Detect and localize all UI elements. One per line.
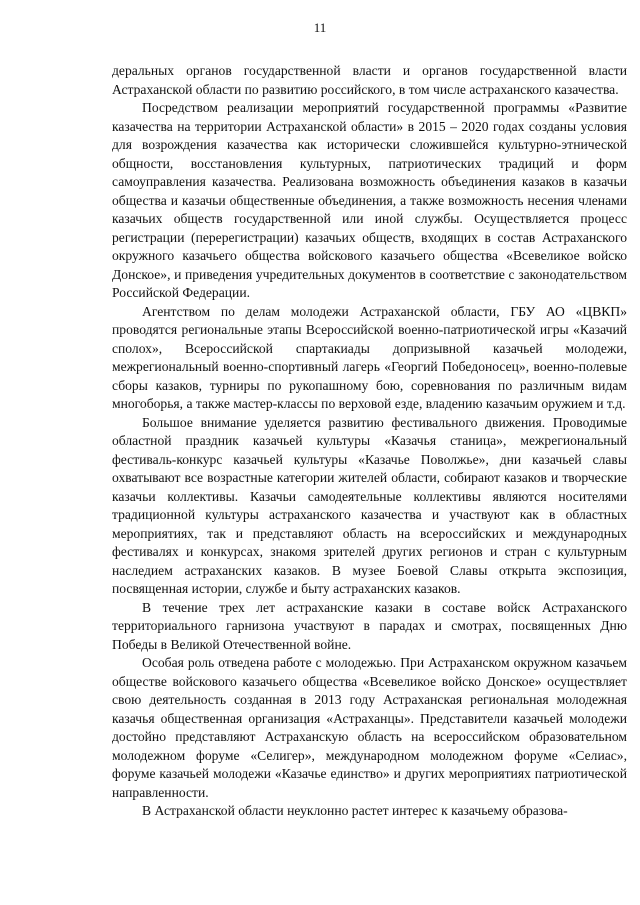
paragraph-program-results: Посредством реализации мероприятий государственной программы «Развитие казачества на территории Астраханской области» в 2015 – 2020 годах созданы условия для возрождения казачества как исторически сложившейся культурно-этнической общности, восстановления культурных, патриотических традиций и форм самоуправления казачества. Реализована возможность объединения казаков в казачьи общества и казачьи общественные объединения, а также возможность несения членами казачьих обществ государственной или иной службы. Осуществляется процесс регистрации (перерегистрации) казачьих обществ, входящих в состав Астраханского окружного казачьего общества войскового казачьего общества «Всевеликое войско Донское», и приведения учредительных документов в соответствие с законодательством Российской Федерации. [112, 100, 627, 300]
paragraph-youth-agency-events: Агентством по делам молодежи Астраханской области, ГБУ АО «ЦВКП» проводятся региональные этапы Всероссийской военно-патриотической игры «Казачий сполох», Всероссийской спартакиады допризывной казачьей молодежи, межрегиональный военно-спортивный лагерь «Георгий Победоносец», военно-полевые сборы казаков, турниры по рукопашному бою, соревнования по различным видам многоборья, а также мастер-классы по верховой езде, владению казачьим оружием и т.д. [112, 303, 627, 411]
document-body [112, 62, 627, 821]
paragraph-education-interest: В Астраханской области неуклонно растет интерес к казачьему образова- [142, 803, 568, 818]
paragraph-youth-work: Особая роль отведена работе с молодежью. При Астраханском окружном казачьем обществе войскового казачьего общества «Всевеликое войско Донское» осуществляет свою деятельность созданная в 2013 году Астраханская региональная молодежная казачья общественная организация «Астраханцы». Представители казачьей молодежи достойно представляют Астраханскую область на всероссийском образовательном молодежном форуме «Селигер», международном молодежном форуме «Селиас», форуме казачьей молодежи «Казачье единство» и других мероприятиях патриотической направленности. [112, 655, 627, 800]
paragraph-continuation: деральных органов государственной власти и органов государственной власти Астраханской области по развитию российского, в том числе астраханского казачества. [112, 63, 627, 97]
paragraph-festival-movement: Большое внимание уделяется развитию фестивального движения. Проводимые областной праздник казачьей культуры «Казачья станица», межрегиональный фестиваль-конкурс казачьей культуры «Казачье Поволжье», дни казачьей славы охватывают все возрастные категории жителей области, собирают казаков и творческие казачьи коллективы. Казачьи самодеятельные коллективы являются носителями традиционной культуры астраханского казачества и участвуют как в областных мероприятиях, так и представляют область на всероссийских и международных фестивалях и конкурсах, знакомя зрителей других регионов и стран с культурным наследием астраханских казаков. В музее Боевой Славы открыта экспозиция, посвященная истории, службе и быту астраханских казаков. [112, 414, 627, 596]
page-number: 11 [313, 20, 327, 35]
paragraph-victory-parades: В течение трех лет астраханские казаки в составе войск Астраханского территориального гарнизона участвуют в парадах и смотрах, посвященных Дню Победы в Великой Отечественной войне. [112, 599, 627, 652]
